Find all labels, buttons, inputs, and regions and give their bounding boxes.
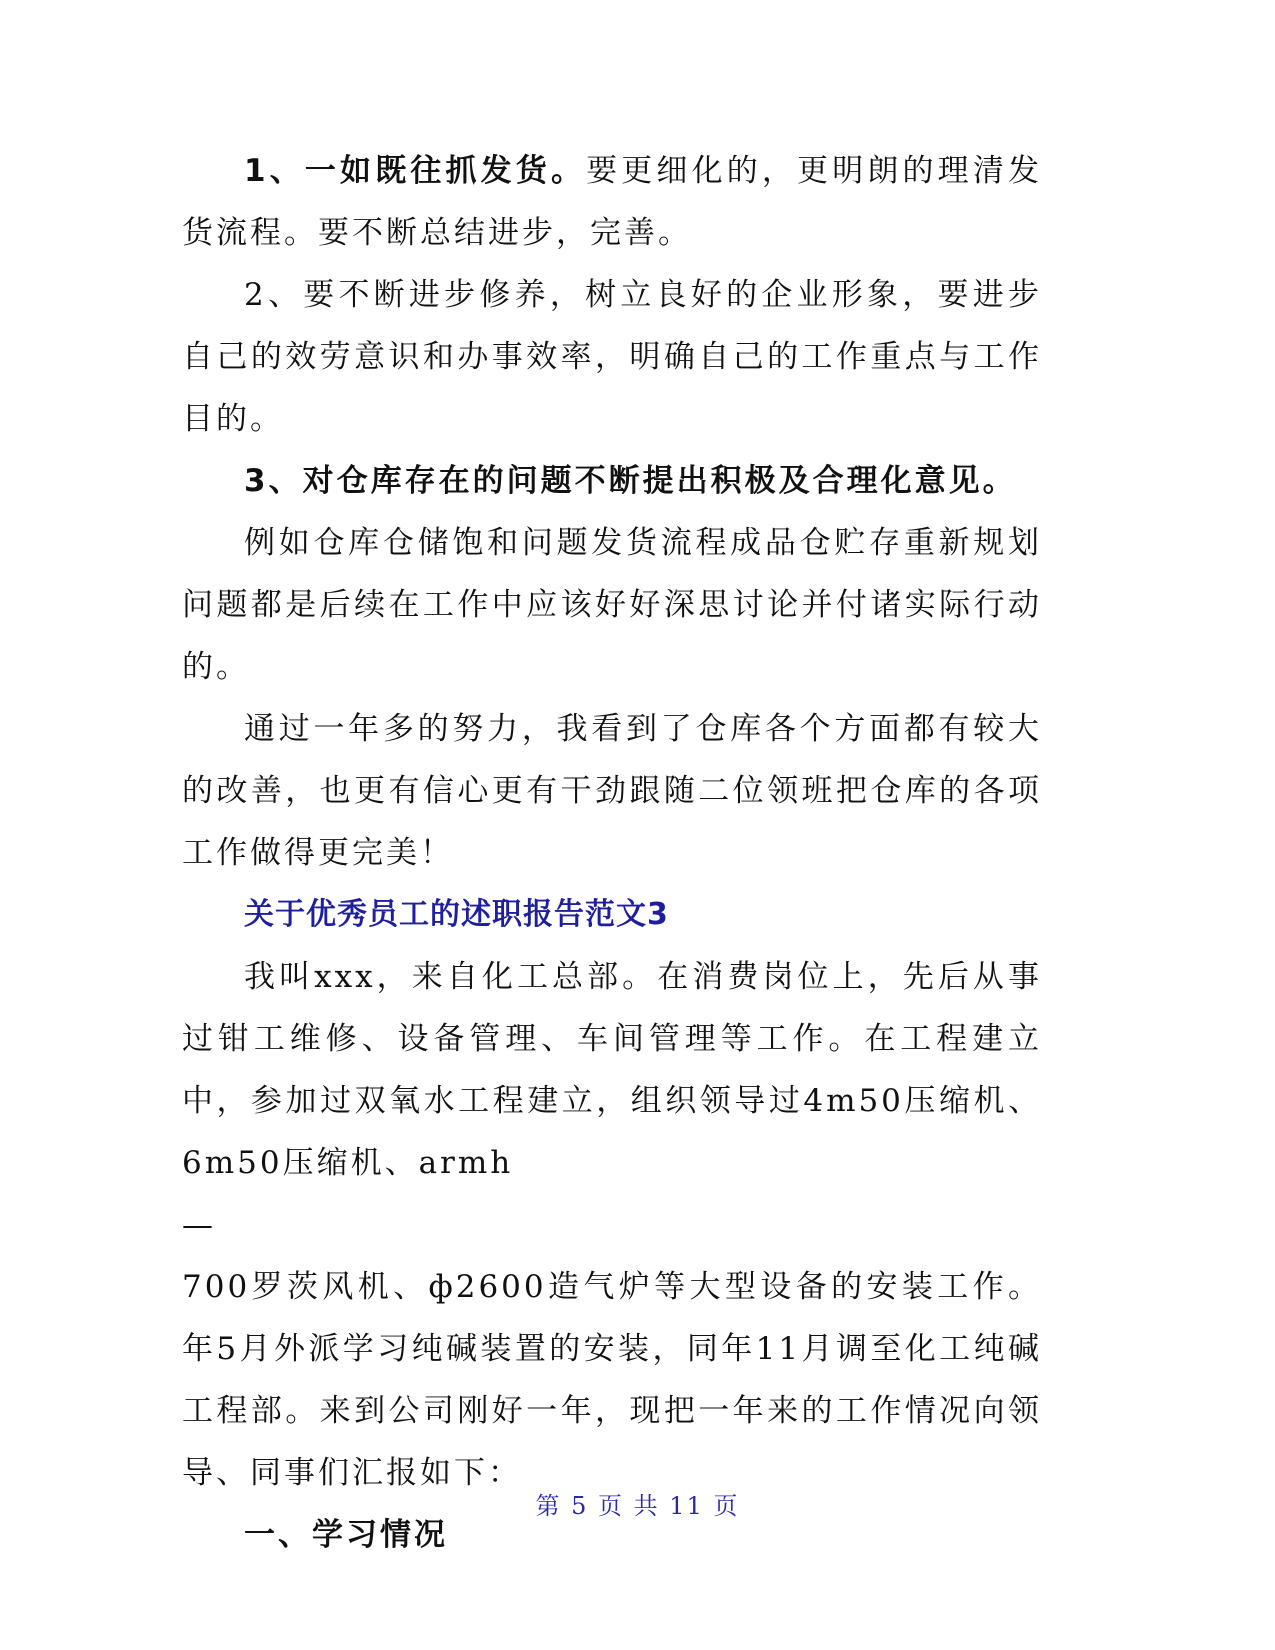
document-body <box>182 140 1042 1566</box>
paragraph-6-part-1: 我叫xxx，来自化工总部。在消费岗位上，先后从事过钳工维修、设备管理、车间管理等工作。在工程建立中，参加过双氧水工程建立，组织领导过4m50压缩机、6m50压缩机、armh <box>182 959 1042 1181</box>
paragraph-2: 2、要不断进步修养，树立良好的企业形象，要进步自己的效劳意识和办事效率，明确自己的工作重点与工作目的。 <box>182 277 1042 437</box>
paragraph-6-part-2: 700罗茨风机、ф2600造气炉等大型设备的安装工作。年5月外派学习纯碱装置的安装，同年11月调至化工纯碱工程部。来到公司刚好一年，现把一年来的工作情况向领导、同事们汇报如下： <box>182 1269 1042 1491</box>
subsection-heading: 一、学习情况 <box>244 1517 448 1553</box>
paragraph-1 <box>182 140 1042 264</box>
paragraph-3-bold: 3、对仓库存在的问题不断提出积极及合理化意见。 <box>244 463 1017 499</box>
paragraph-5: 通过一年多的努力，我看到了仓库各个方面都有较大的改善，也更有信心更有干劲跟随二位领班把仓库的各项工作做得更完美！ <box>182 711 1042 871</box>
paragraph-1-text: 要更细化的，更明朗的理清发货流程。要不断总结进步，完善。 <box>182 153 1042 251</box>
paragraph-1-bold-lead: 1、一如既往抓发货。 <box>244 153 587 189</box>
paragraph-6-dash: — <box>182 1207 216 1243</box>
section-heading: 关于优秀员工的述职报告范文3 <box>244 897 669 932</box>
page-number-footer: 第 5 页 共 11 页 <box>535 1492 740 1520</box>
paragraph-4: 例如仓库仓储饱和问题发货流程成品仓贮存重新规划问题都是后续在工作中应该好好深思讨论并付诸实际行动的。 <box>182 525 1042 685</box>
